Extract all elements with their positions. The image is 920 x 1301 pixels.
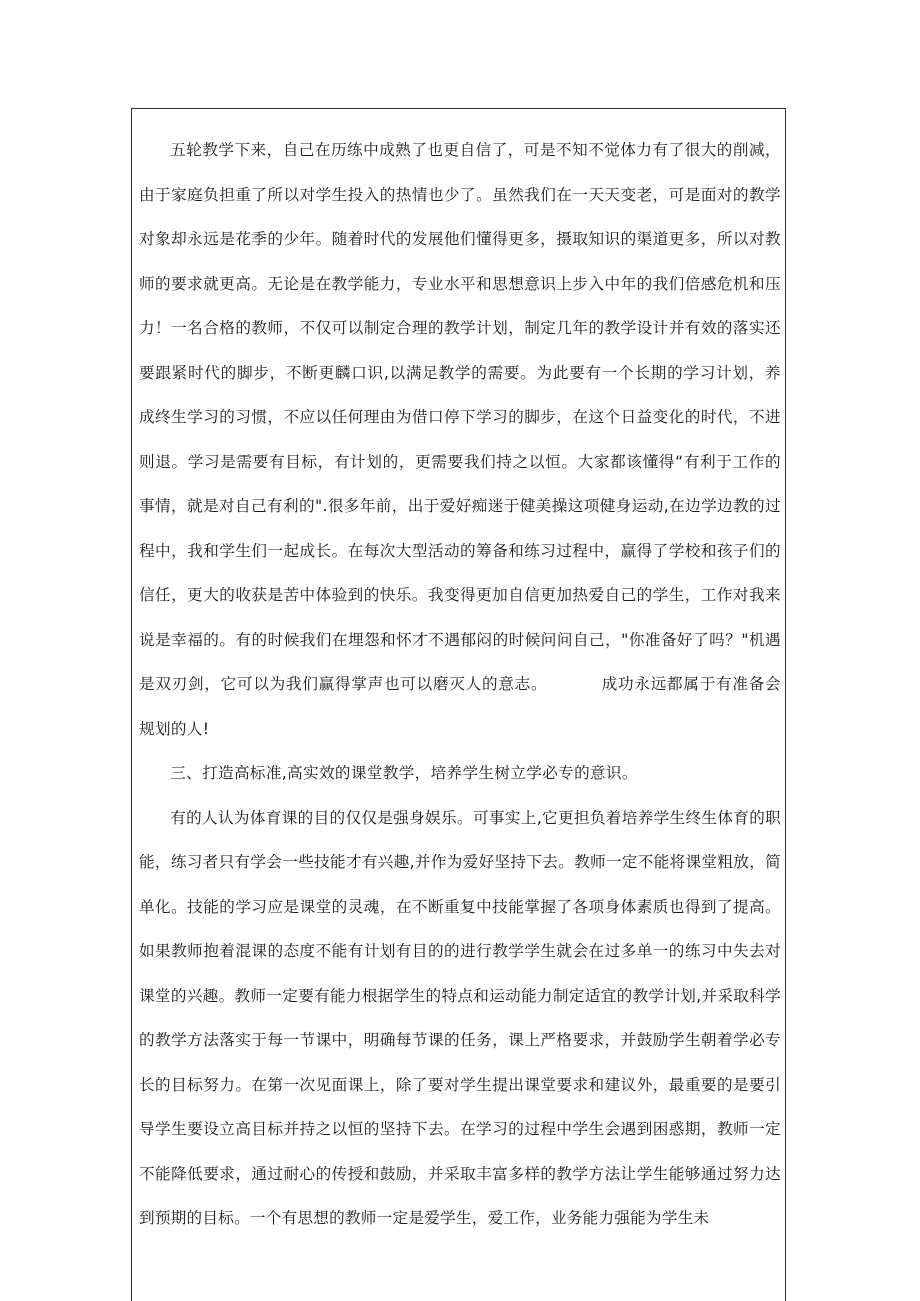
paragraph-reflection-text: 五轮教学下来，自己在历练中成熟了也更自信了，可是不知不觉体力有了很大的削减，由于家庭负担重了所以对学生投入的热情也少了。虽然我们在一天天变老，可是面对的教学对象却永远是花季的少年。随着时代的发展他们懂得更多，摄取知识的渠道更多，所以对教师的要求就更高。无论是在教学能力，专业水平和思想意识上步入中年的我们倍感危机和压力！一名合格的教师，不仅可以制定合理的教学计划，制定几年的教学设计并有效的落实还要跟紧时代的脚步，不断更麟口识,以满足教学的需要。为此要有一个长期的学习计划，养成终生学习的习惯，不应以任何理由为借口停下学习的脚步，在这个日益变化的时代，不进则退。学习是需要有目标，有计划的，更需要我们持之以恒。大家都该懂得“有利于工作的事情，就是对自己有利的".很多年前，出于爱好痴迷于健美操这项健身运动,在边学边教的过程中，我和学生们一起成长。在每次大型活动的筹备和练习过程中，赢得了学校和孩子们的信任，更大的收获是苦中体验到的快乐。我变得更加自信更加热爱自己的学生，工作对我来说是幸福的。有的时候我们在埋怨和怀才不遇郁闷的时候问问自己，"你准备好了吗？"机遇是双刃剑，它可以为我们赢得掌声也可以磨灭人的意志。 [139, 141, 781, 693]
document-body [139, 128, 781, 1241]
paragraph-classroom-teaching: 有的人认为体育课的目的仅仅是强身娱乐。可事实上,它更担负着培养学生终生体育的职能，练习者只有学会一些技能才有兴趣,并作为爱好坚持下去。教师一定不能将课堂粗放，简单化。技能的学习应是课堂的灵魂，在不断重复中技能掌握了各项身体素质也得到了提高。如果教师抱着混课的态度不能有计划有目的的进行教学学生就会在过多单一的练习中失去对课堂的兴趣。教师一定要有能力根据学生的特点和运动能力制定适宜的教学计划,并采取科学的教学方法落实于每一节课中，明确每节课的任务，课上严格要求，并鼓励学生朝着学必专长的目标努力。在第一次见面课上，除了要对学生提出课堂要求和建议外，最重要的是要引导学生要设立高目标并持之以恒的坚持下去。在学习的过程中学生会遇到困惑期，教师一定不能降低要求，通过耐心的传授和鼓励，并采取丰富多样的教学方法让学生能够通过努力达到预期的目标。一个有思想的教师一定是爱学生，爱工作，业务能力强能为学生未 [139, 808, 781, 1227]
section-heading-3: 三、打造高标准,高实效的课堂教学，培养学生树立学必专的意识。 [170, 764, 638, 782]
paragraph-reflection [139, 128, 781, 751]
paragraph-closing-sentence: 成功永远都属于有准备会规划的人! [139, 675, 781, 738]
document-page-frame [131, 108, 786, 1301]
